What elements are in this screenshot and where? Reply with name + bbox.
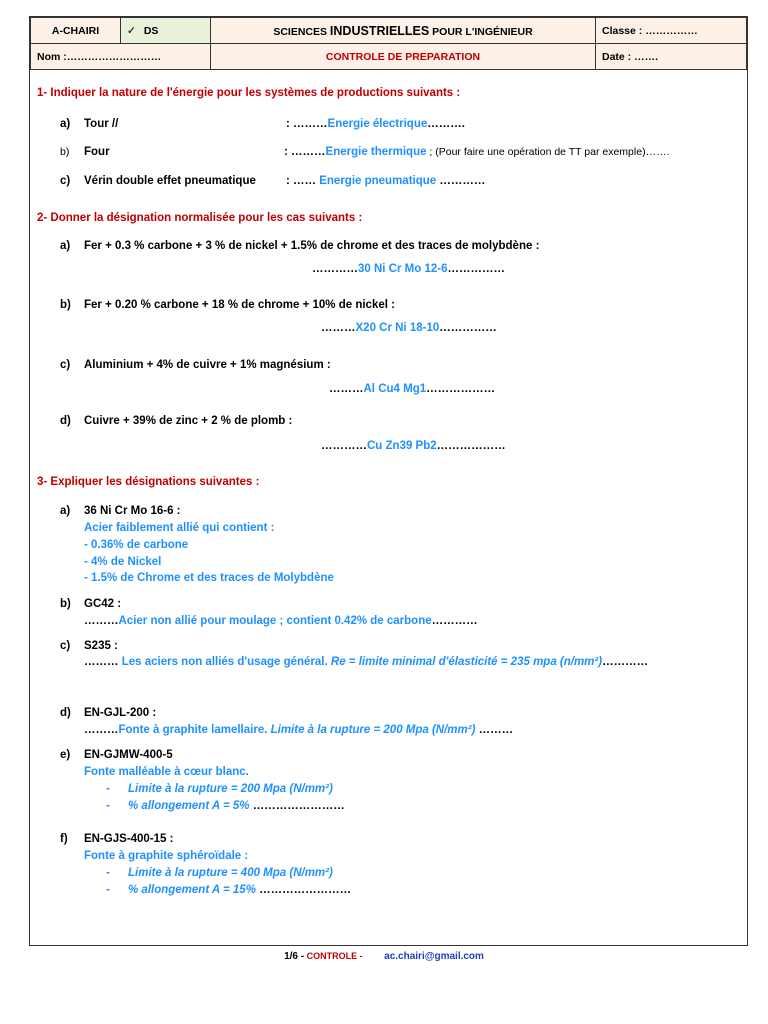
q2-b-answer-line — [321, 322, 497, 334]
bullet-dash-icon: - — [106, 800, 110, 812]
q3-d-answer-italic: Limite à la rupture = 200 Mpa (N/mm²) — [270, 724, 476, 736]
q1-c-answer-line — [286, 175, 485, 187]
bullet-dash-icon: - — [106, 884, 110, 896]
q1-b-label: Four — [84, 146, 110, 158]
q3-b-letter: b) — [60, 598, 71, 610]
q2-item-a — [60, 240, 540, 252]
q1-c-answer: Energie pneumatique — [319, 175, 437, 187]
q1-item-c — [60, 175, 256, 187]
author-cell: A-CHAIRI — [31, 18, 121, 44]
q2-d-answer: Cu Zn39 Pb2 — [367, 440, 437, 452]
q2-b-label: Fer + 0.20 % carbone + 18 % de chrome + 10% de nickel : — [84, 299, 395, 311]
q1-item-b — [60, 146, 110, 158]
q1-a-post: ………. — [427, 118, 465, 130]
bullet-dash-icon: - — [106, 783, 110, 795]
q1-b-letter: b) — [60, 146, 70, 158]
q2-c-pre: ……… — [329, 383, 364, 395]
q3-e-bullet-2-text: % allongement A = 5% — [128, 800, 250, 812]
q3-c-answer: Les aciers non alliés d'usage général. — [121, 656, 328, 668]
q3-f-line1: Fonte à graphite sphéroïdale : — [84, 850, 249, 862]
q2-d-letter: d) — [60, 415, 71, 427]
q3-e-bullet-1 — [106, 783, 333, 795]
ds-label: DS — [143, 24, 159, 37]
q3-a-bullet-2: - 4% de Nickel — [84, 556, 162, 568]
q2-a-pre: ………… — [312, 263, 358, 275]
footer — [0, 951, 768, 962]
q2-c-answer: Al Cu4 Mg1 — [363, 383, 427, 395]
q2-b-pre: ……… — [321, 322, 356, 334]
q3-f-bullet-2 — [106, 884, 351, 896]
q2-item-b — [60, 299, 395, 311]
q3-f-bullet-1 — [106, 867, 333, 879]
header-table — [30, 17, 747, 70]
q1-item-a — [60, 118, 119, 130]
q3-f-bullet-2-text: % allongement A = 15% — [128, 884, 256, 896]
q1-c-label: Vérin double effet pneumatique — [84, 175, 256, 187]
q3-d-post: ……… — [475, 724, 514, 736]
q3-a-letter: a) — [60, 505, 71, 517]
footer-label: CONTROLE - — [304, 951, 363, 961]
q2-d-post: ……………… — [436, 440, 506, 452]
q1-b-answer-line — [284, 146, 669, 158]
q3-c-pre: ……… — [84, 656, 122, 668]
q1-title: 1- Indiquer la nature de l'énergie pour les systèmes de productions suivants : — [37, 87, 461, 99]
q2-b-answer: X20 Cr Ni 18-10 — [355, 322, 440, 334]
q2-d-pre: ………… — [321, 440, 367, 452]
q2-a-answer: 30 Ni Cr Mo 12-6 — [358, 263, 448, 275]
q3-a-line1: Acier faiblement allié qui contient : — [84, 522, 275, 534]
q1-a-pre: : ……… — [286, 118, 328, 130]
q1-c-pre: : …… — [286, 175, 317, 187]
q2-title: 2- Donner la désignation normalisée pour les cas suivants : — [37, 212, 363, 224]
q3-b-answer-line — [84, 615, 478, 627]
q3-e-post: …………………… — [249, 800, 345, 812]
q3-a-label: 36 Ni Cr Mo 16-6 : — [84, 505, 181, 517]
q3-e-label: EN-GJMW-400-5 — [84, 749, 173, 761]
q1-b-note: ; (Pour faire une opération de TT par exemple)……. — [426, 146, 670, 158]
q1-a-answer-line — [286, 118, 465, 130]
date-cell: Date : ……. — [596, 44, 747, 70]
q2-c-post: ……………… — [426, 383, 496, 395]
bullet-dash-icon: - — [106, 867, 110, 879]
q1-a-answer: Energie électrique — [327, 118, 428, 130]
q1-a-label: Tour // — [84, 118, 119, 130]
q3-e-letter: e) — [60, 749, 71, 761]
page-title: CONTROLE DE PREPARATION — [211, 44, 596, 70]
q3-d-label: EN-GJL-200 : — [84, 707, 157, 719]
q3-d-answer-line — [84, 724, 513, 736]
q3-b-post: ………… — [431, 615, 478, 627]
q3-f-letter: f) — [60, 833, 68, 845]
ds-cell — [121, 18, 211, 44]
q3-f-bullet-1-text: Limite à la rupture = 400 Mpa (N/mm²) — [128, 867, 333, 879]
q2-a-letter: a) — [60, 240, 71, 252]
subject-cell — [211, 18, 596, 44]
nom-cell: Nom :……………………… — [31, 44, 211, 70]
q3-b-label: GC42 : — [84, 598, 122, 610]
q2-b-post: …………… — [439, 322, 497, 334]
footer-email[interactable]: ac.chairi@gmail.com — [384, 951, 484, 962]
q1-a-letter: a) — [60, 118, 71, 130]
q3-d-pre: ……… — [84, 724, 119, 736]
q1-c-letter: c) — [60, 175, 71, 187]
q2-d-answer-line — [321, 440, 506, 452]
q3-c-answer-italic: Re = limite minimal d'élasticité = 235 mpa (n/mm²) — [330, 656, 603, 668]
q3-c-letter: c) — [60, 640, 71, 652]
q1-c-post: ………… — [436, 175, 486, 187]
q2-c-answer-line — [329, 383, 495, 395]
q3-f-label: EN-GJS-400-15 : — [84, 833, 174, 845]
q3-c-post: ………… — [602, 656, 649, 668]
q2-b-letter: b) — [60, 299, 71, 311]
q2-a-label: Fer + 0.3 % carbone + 3 % de nickel + 1.5% de chrome et des traces de molybdène : — [84, 240, 540, 252]
q3-f-post: …………………… — [255, 884, 352, 896]
q2-item-d — [60, 415, 293, 427]
q2-c-letter: c) — [60, 359, 71, 371]
q3-d-letter: d) — [60, 707, 71, 719]
q3-e-bullet-1-text: Limite à la rupture = 200 Mpa (N/mm²) — [128, 783, 333, 795]
q1-b-pre: : ……… — [284, 146, 326, 158]
q2-c-label: Aluminium + 4% de cuivre + 1% magnésium : — [84, 359, 331, 371]
q3-title: 3- Expliquer les désignations suivantes : — [37, 476, 260, 488]
q1-b-answer: Energie thermique — [325, 146, 427, 158]
q3-c-label: S235 : — [84, 640, 118, 652]
q3-b-answer: Acier non allié pour moulage ; contient 0.42% de carbone — [118, 615, 432, 627]
q3-c-answer-line — [84, 656, 648, 668]
subject-big: INDUSTRIELLES — [329, 23, 430, 38]
q3-e-line1: Fonte malléable à cœur blanc. — [84, 766, 249, 778]
classe-cell: Classe : …………… — [596, 18, 747, 44]
check-icon: ✓ — [127, 24, 136, 37]
subject-post: POUR L'INGÉNIEUR — [432, 25, 533, 38]
q2-item-c — [60, 359, 331, 371]
subject-pre: SCIENCES — [273, 25, 327, 38]
q3-a-bullet-1: - 0.36% de carbone — [84, 539, 189, 551]
page-number: 1/6 - — [284, 951, 305, 962]
q2-a-answer-line — [312, 263, 505, 275]
q2-d-label: Cuivre + 39% de zinc + 2 % de plomb : — [84, 415, 293, 427]
q3-d-answer: Fonte à graphite lamellaire. — [118, 724, 268, 736]
q3-a-bullet-3: - 1.5% de Chrome et des traces de Molybdène — [84, 572, 334, 584]
q3-e-bullet-2 — [106, 800, 345, 812]
q3-b-pre: ……… — [84, 615, 119, 627]
q2-a-post: …………… — [447, 263, 505, 275]
